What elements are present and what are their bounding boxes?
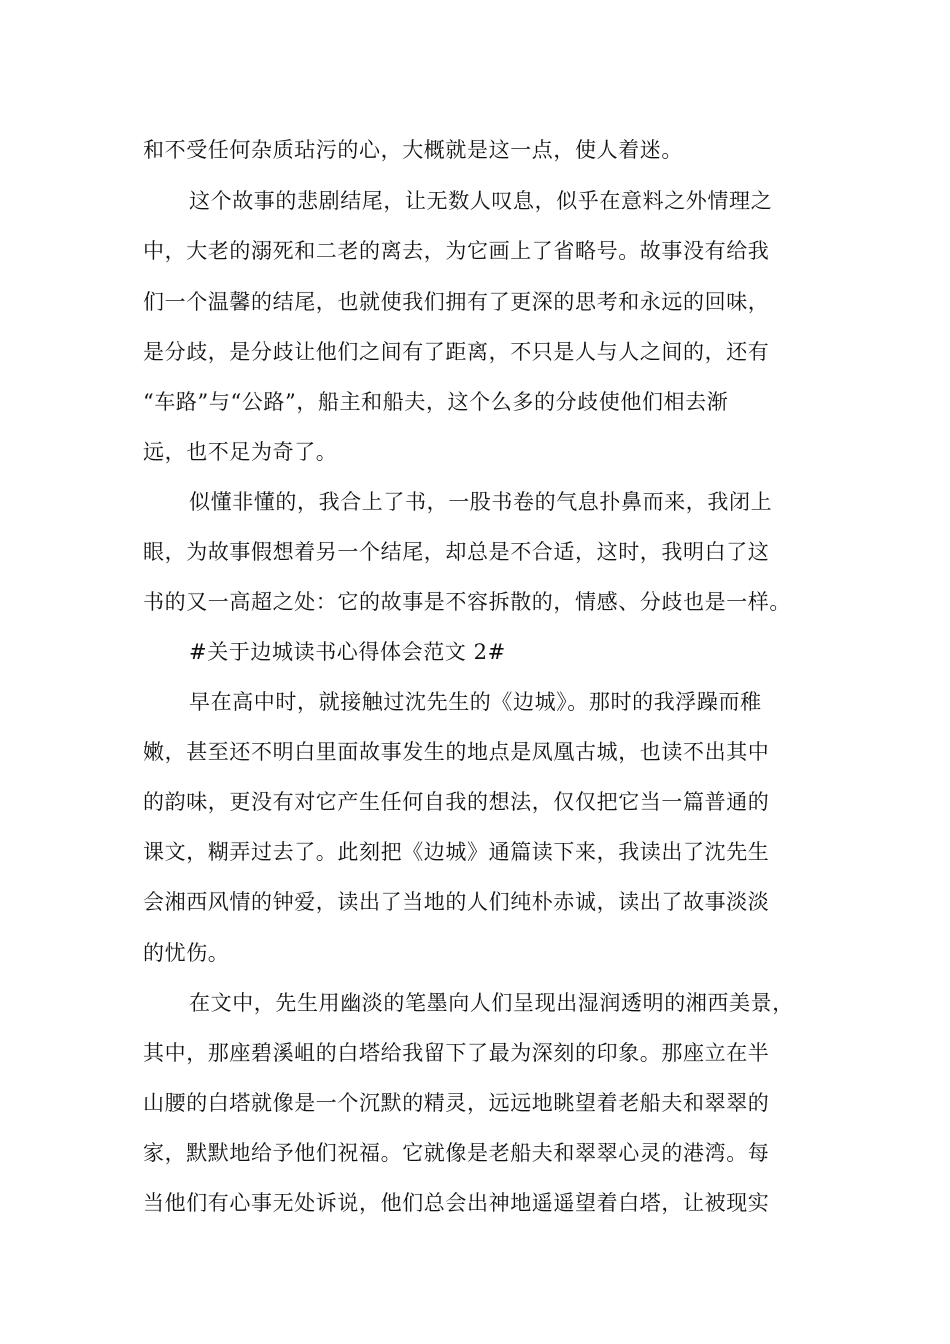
text-line: 眼，为故事假想着另一个结尾，却总是不合适，这时，我明白了这 [143, 540, 770, 564]
text-line: 其中，那座碧溪岨的白塔给我留下了最为深刻的印象。那座立在半 [143, 1041, 770, 1065]
text-line: 的忧伤。 [143, 941, 230, 965]
text-line: 的韵味，更没有对它产生任何自我的想法，仅仅把它当一篇普通的 [143, 790, 770, 814]
text-line: 当他们有心事无处诉说，他们总会出神地遥遥望着白塔，让被现实 [143, 1191, 770, 1215]
text-line: 会湘西风情的钟爱，读出了当地的人们纯朴赤诚，读出了故事淡淡 [143, 890, 770, 914]
text-line: 们一个温馨的结尾，也就使我们拥有了更深的思考和永远的回味， [143, 290, 770, 314]
paragraph-start-line: 似懂非懂的，我合上了书，一股书卷的气息扑鼻而来，我闭上 [189, 490, 773, 514]
section-heading: #关于边城读书心得体会范文 2# [189, 640, 506, 664]
paragraph-start-line: 这个故事的悲剧结尾，让无数人叹息，似乎在意料之外情理之 [189, 189, 773, 213]
text-line: 山腰的白塔就像是一个沉默的精灵，远远地眺望着老船夫和翠翠的 [143, 1091, 770, 1115]
text-line: “车路”与“公路”，船主和船夫，这个么多的分歧使他们相去渐 [143, 390, 729, 414]
text-line: 是分歧，是分歧让他们之间有了距离，不只是人与人之间的，还有 [143, 340, 770, 364]
text-line: 远，也不足为奇了。 [143, 440, 338, 464]
text-line: 和不受任何杂质玷污的心，大概就是这一点，使人着迷。 [143, 138, 683, 162]
text-line: 嫩，甚至还不明白里面故事发生的地点是凤凰古城，也读不出其中 [143, 740, 770, 764]
paragraph-start-line: 早在高中时，就接触过沈先生的《边城》。那时的我浮躁而稚 [189, 690, 762, 714]
text-line: 书的又一高超之处：它的故事是不容拆散的，情感、分歧也是一样。 [143, 590, 791, 614]
text-line: 中，大老的溺死和二老的离去，为它画上了省略号。故事没有给我 [143, 239, 770, 263]
text-line: 课文，糊弄过去了。此刻把《边城》通篇读下来，我读出了沈先生 [143, 840, 770, 864]
text-line: 家，默默地给予他们祝福。它就像是老船夫和翠翠心灵的港湾。每 [143, 1141, 770, 1165]
paragraph-start-line: 在文中，先生用幽淡的笔墨向人们呈现出湿润透明的湘西美景， [189, 991, 794, 1015]
